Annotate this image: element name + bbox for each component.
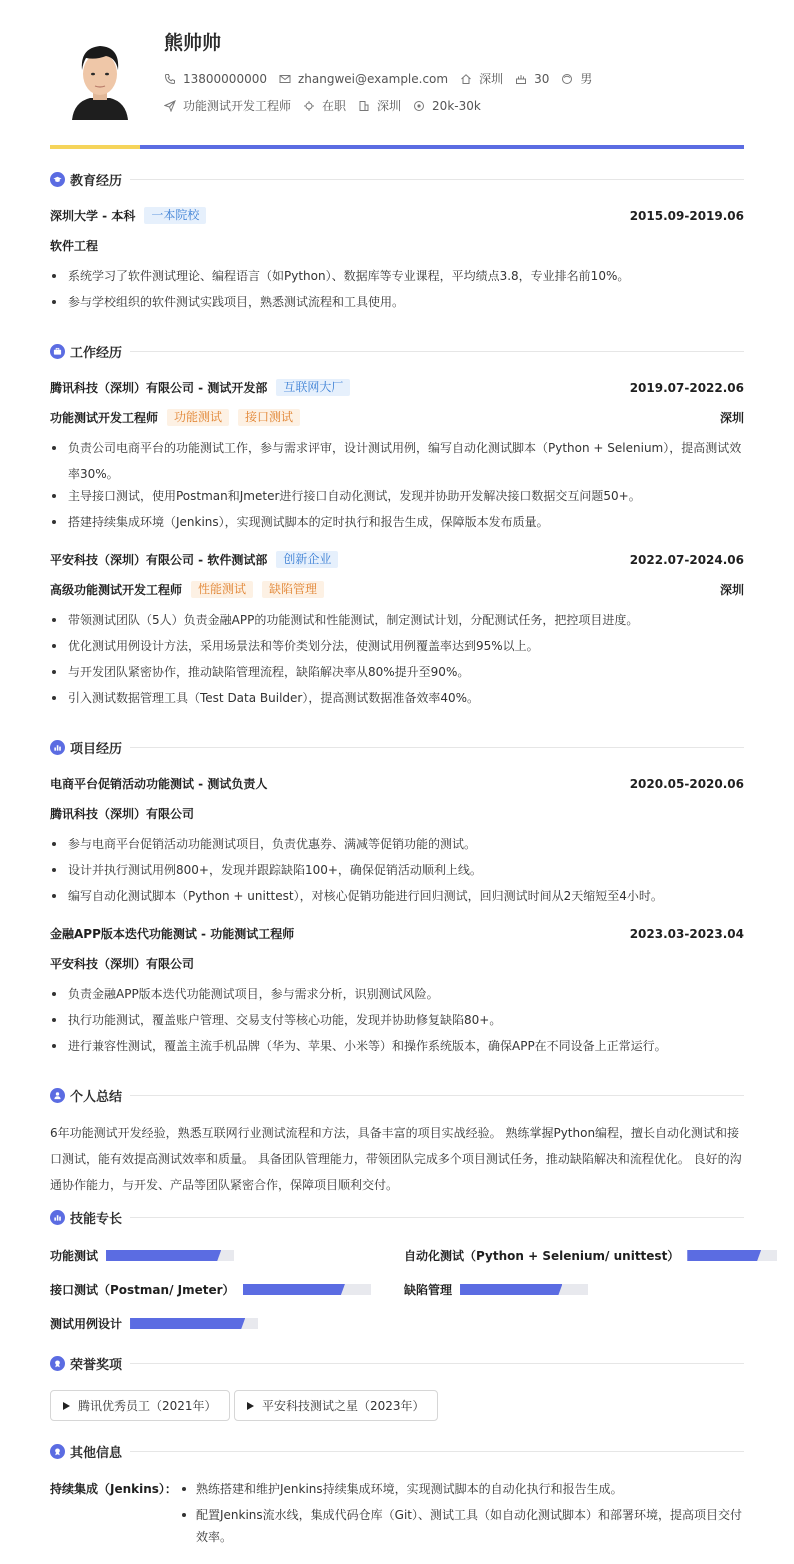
section-title-education: 教育经历 — [70, 173, 123, 189]
work-1-header — [50, 379, 744, 396]
skill-bar — [243, 1284, 371, 1295]
award-text: 腾讯优秀员工（2021年） — [78, 1399, 217, 1413]
work-city-item — [358, 97, 401, 114]
email-item — [279, 72, 448, 86]
company-tag: 互联网大厂 — [276, 379, 350, 396]
section-skills — [50, 1207, 744, 1227]
phone-item — [164, 72, 267, 86]
resume-page — [50, 0, 744, 1544]
skill-bar — [460, 1284, 588, 1295]
play-icon — [63, 1402, 70, 1410]
play-icon — [247, 1402, 254, 1410]
resume-header — [50, 0, 744, 148]
status-text: 在职 — [322, 99, 347, 113]
company-name: 腾讯科技（深圳）有限公司 - 测试开发部 — [50, 381, 268, 395]
list-item: 与开发团队紧密协作，推动缺陷管理流程，缺陷解决率从80%提升至90%。 — [50, 659, 744, 685]
list-item: 参与学校组织的软件测试实践项目，熟悉测试流程和工具使用。 — [50, 289, 744, 315]
skill-bar-fill — [106, 1250, 221, 1261]
section-awards — [50, 1353, 744, 1373]
list-item: 参与电商平台促销活动功能测试项目，负责优惠券、满减等促销功能的测试。 — [50, 831, 744, 857]
list-item: 主导接口测试，使用Postman和Jmeter进行接口自动化测试，发现并协助开发解决接口数据交互问题50+。 — [50, 483, 744, 509]
skill-name: 缺陷管理 — [404, 1283, 453, 1297]
work-1-role — [50, 409, 744, 426]
avatar — [62, 36, 138, 120]
skill-item — [50, 1315, 258, 1332]
age-text: 30 — [534, 71, 550, 86]
gender-text: 男 — [580, 72, 593, 86]
work-location: 深圳 — [719, 583, 744, 597]
skill-bar-fill — [460, 1284, 562, 1295]
phone-text: 13800000000 — [183, 71, 267, 86]
other-label: 持续集成（Jenkins）： — [50, 1482, 177, 1496]
user-icon — [50, 1088, 65, 1103]
work-period: 2019.07-2022.06 — [629, 380, 744, 395]
city-text: 深圳 — [479, 72, 504, 86]
briefcase-icon — [50, 344, 65, 359]
company-tag: 创新企业 — [276, 551, 338, 568]
list-item: 引入测试数据管理工具（Test Data Builder），提高测试数据准备效率40%。 — [50, 685, 744, 711]
skill-bar-fill — [243, 1284, 345, 1295]
list-item: 编写自动化测试脚本（Python + unittest），对核心促销功能进行回归测试，回归测试时间从2天缩短至4小时。 — [50, 883, 744, 909]
skill-item — [404, 1247, 777, 1264]
list-item: 熟练搭建和维护Jenkins持续集成环境，实现测试脚本的自动化执行和报告生成。 — [178, 1478, 744, 1500]
section-title-other: 其他信息 — [70, 1445, 123, 1461]
skill-bar — [130, 1318, 258, 1329]
project-period: 2020.05-2020.06 — [629, 776, 744, 791]
mail-icon — [279, 73, 291, 85]
section-education — [50, 169, 744, 189]
role-tag: 功能测试 — [167, 409, 229, 426]
graduation-cap-icon — [50, 172, 65, 187]
project-title: 金融APP版本迭代功能测试 - 功能测试工程师 — [50, 927, 295, 941]
skill-bar — [687, 1250, 777, 1261]
list-item: 优化测试用例设计方法，采用场景法和等价类划分法，使测试用例覆盖率达到95%以上。 — [50, 633, 744, 659]
education-period: 2015.09-2019.06 — [629, 208, 744, 223]
work-city-text: 深圳 — [377, 99, 402, 113]
list-item: 带领测试团队（5人）负责金融APP的功能测试和性能测试，制定测试计划，分配测试任务，把控项目进度。 — [50, 607, 744, 633]
role-tag: 接口测试 — [238, 409, 300, 426]
skill-name: 自动化测试（Python + Selenium/ unittest） — [404, 1249, 680, 1263]
send-icon — [164, 100, 176, 112]
job-role: 高级功能测试开发工程师 — [50, 583, 183, 597]
position-item — [164, 97, 291, 114]
work-2-header — [50, 551, 744, 568]
work-period: 2022.07-2024.06 — [629, 552, 744, 567]
list-item: 负责金融APP版本迭代功能测试项目，参与需求分析，识别测试风险。 — [50, 981, 744, 1007]
role-tag: 性能测试 — [191, 581, 253, 598]
skill-name: 接口测试（Postman/ Jmeter） — [50, 1283, 235, 1297]
skill-name: 功能测试 — [50, 1249, 99, 1263]
job-role: 功能测试开发工程师 — [50, 411, 159, 425]
project-1-company — [50, 805, 744, 822]
project-2-header — [50, 925, 744, 942]
project-company: 平安科技（深圳）有限公司 — [50, 957, 195, 971]
header-divider — [50, 145, 744, 149]
award-item — [234, 1390, 438, 1421]
section-projects — [50, 737, 744, 757]
list-item: 进行兼容性测试，覆盖主流手机品牌（华为、苹果、小米等）和操作系统版本，确保APP在不同设备上正常运行。 — [50, 1033, 744, 1059]
chart-bar-icon — [50, 740, 65, 755]
list-item: 系统学习了软件测试理论、编程语言（如Python）、数据库等专业课程，平均绩点3.8，专业排名前10%。 — [50, 263, 744, 289]
building-icon — [358, 100, 370, 112]
school-name: 深圳大学 - 本科 — [50, 209, 136, 223]
list-item: 设计并执行测试用例800+，发现并跟踪缺陷100+，确保促销活动顺利上线。 — [50, 857, 744, 883]
contact-row — [164, 70, 604, 87]
company-name: 平安科技（深圳）有限公司 - 软件测试部 — [50, 553, 268, 567]
section-other — [50, 1441, 744, 1461]
cake-icon — [515, 73, 527, 85]
work-2-role — [50, 581, 744, 598]
role-tag: 缺陷管理 — [262, 581, 324, 598]
education-header — [50, 207, 744, 224]
salary-icon — [413, 100, 425, 112]
age-item — [515, 72, 549, 86]
work-location: 深圳 — [719, 411, 744, 425]
skill-item — [404, 1281, 588, 1298]
skill-item — [50, 1281, 371, 1298]
job-intent-row — [164, 97, 493, 114]
salary-item — [413, 99, 481, 113]
skill-item — [50, 1247, 234, 1264]
list-item: 负责公司电商平台的功能测试工作，参与需求评审，设计测试用例，编写自动化测试脚本（Python + Selenium），提高测试效率30%。 — [50, 435, 744, 487]
project-company: 腾讯科技（深圳）有限公司 — [50, 807, 195, 821]
project-period: 2023.03-2023.04 — [629, 926, 744, 941]
home-icon — [460, 73, 472, 85]
skill-bar-fill — [687, 1250, 761, 1261]
section-work — [50, 341, 744, 361]
skill-bar — [106, 1250, 234, 1261]
section-title-projects: 项目经历 — [70, 741, 123, 757]
section-summary — [50, 1085, 744, 1105]
list-item: 执行功能测试，覆盖账户管理、交易支付等核心功能，发现并协助修复缺陷80+。 — [50, 1007, 744, 1033]
award-item — [50, 1390, 230, 1421]
section-title-work: 工作经历 — [70, 345, 123, 361]
candidate-name: 熊帅帅 — [164, 32, 222, 54]
salary-text: 20k-30k — [432, 98, 481, 113]
section-title-skills: 技能专长 — [70, 1211, 123, 1227]
list-item: 配置Jenkins流水线，集成代码仓库（Git）、测试工具（如自动化测试脚本）和部署环境，提高项目交付效率。 — [178, 1504, 744, 1548]
section-title-summary: 个人总结 — [70, 1089, 123, 1105]
project-1-header — [50, 775, 744, 792]
skills-chart-icon — [50, 1210, 65, 1225]
major: 软件工程 — [50, 239, 99, 253]
status-item — [303, 97, 346, 114]
award-text: 平安科技测试之星（2023年） — [262, 1399, 425, 1413]
list-item: 搭建持续集成环境（Jenkins），实现测试脚本的定时执行和报告生成，保障版本发布质量。 — [50, 509, 744, 535]
summary-text: 6年功能测试开发经验，熟悉互联网行业测试流程和方法，具备丰富的项目实战经验。 熟练掌握Python编程，擅长自动化测试和接口测试，能有效提高测试效率和质量。 具备团队管理能力，带领团队完成多个项目测试任务，推动缺陷解决和流程优化。 良好的沟通协作能力，与开发、产品等团队紧密合作，保障项目顺利交付。 — [50, 1126, 742, 1192]
section-title-awards: 荣誉奖项 — [70, 1357, 123, 1373]
email-text: zhangwei@example.com — [297, 71, 449, 86]
gender-icon — [561, 73, 573, 85]
project-2-company — [50, 955, 744, 972]
status-icon — [303, 100, 315, 112]
skill-name: 测试用例设计 — [50, 1317, 123, 1331]
education-major-row — [50, 237, 744, 254]
info-badge-icon — [50, 1444, 65, 1459]
project-title: 电商平台促销活动功能测试 - 测试负责人 — [50, 777, 268, 791]
skill-bar-fill — [130, 1318, 245, 1329]
city-item — [460, 70, 503, 87]
gender-item — [561, 70, 592, 87]
phone-icon — [164, 73, 176, 85]
medal-icon — [50, 1356, 65, 1371]
position-text: 功能测试开发工程师 — [183, 99, 292, 113]
school-tag: 一本院校 — [144, 207, 206, 224]
